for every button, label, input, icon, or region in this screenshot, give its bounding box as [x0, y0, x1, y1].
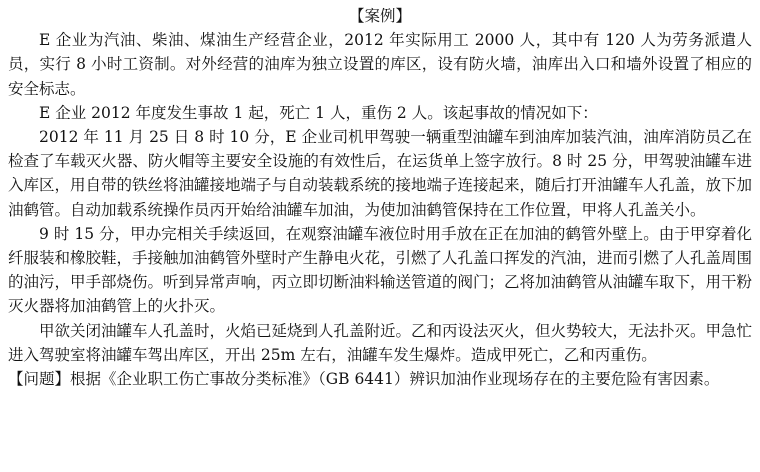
- paragraph-accident-process: 2012 年 11 月 25 日 8 时 10 分，E 企业司机甲驾驶一辆重型油罐车到油库加装汽油，油库消防员乙在检查了车载灭火器、防火帽等主要安全设施的有效性后，在运货单上签字放行。8 时 25 分，甲驾驶油罐车进入库区，用自带的铁丝将油罐接地端子与自动装载系统的接地端子连接起来，随后打开油罐车人孔盖，放下加油鹤管。自动加载系统操作员丙开始给油罐车加油，为使加油鹤管保持在工作位置，甲将人孔盖关小。: [8, 128, 753, 219]
- question-text: 【问题】根据《企业职工伤亡事故分类标准》（GB 6441）辨识加油作业现场存在的主要危险有害因素。: [8, 370, 720, 389]
- paragraph-company-overview: E 企业为汽油、柴油、煤油生产经营企业，2012 年实际用工 2000 人，其中有 120 人为劳务派遣人员，实行 8 小时工资制。对外经营的油库为独立设置的库区，设有防火墙，油库出入口和墙外设置了相应的安全标志。: [8, 31, 752, 98]
- paragraph-explosion: 甲欲关闭油罐车人孔盖时，火焰已延烧到人孔盖附近。乙和丙设法灭火，但火势较大，无法扑灭。甲急忙进入驾驶室将油罐车驾出库区，开出 25m 左右，油罐车发生爆炸。造成甲死亡，乙和丙重伤。: [8, 321, 753, 364]
- paragraph-accident-summary: E 企业 2012 年度发生事故 1 起，死亡 1 人，重伤 2 人。该起事故的情况如下：: [39, 103, 598, 122]
- paragraph-fire-ignition: 9 时 15 分，甲办完相关手续返回，在观察油罐车液位时用手放在正在加油的鹤管外壁上。由于甲穿着化纤服装和橡胶鞋，手接触加油鹤管外壁时产生静电火花，引燃了人孔盖口挥发的汽油，进而引燃了人孔盖周围的油污，甲手部烧伤。听到异常声响，丙立即切断油料输送管道的阀门；乙将加油鹤管从油罐车取下，用干粉灭火器将加油鹤管上的火扑灭。: [8, 224, 753, 316]
- case-title: 【案例】: [348, 7, 411, 25]
- case-document: [8, 4, 752, 391]
